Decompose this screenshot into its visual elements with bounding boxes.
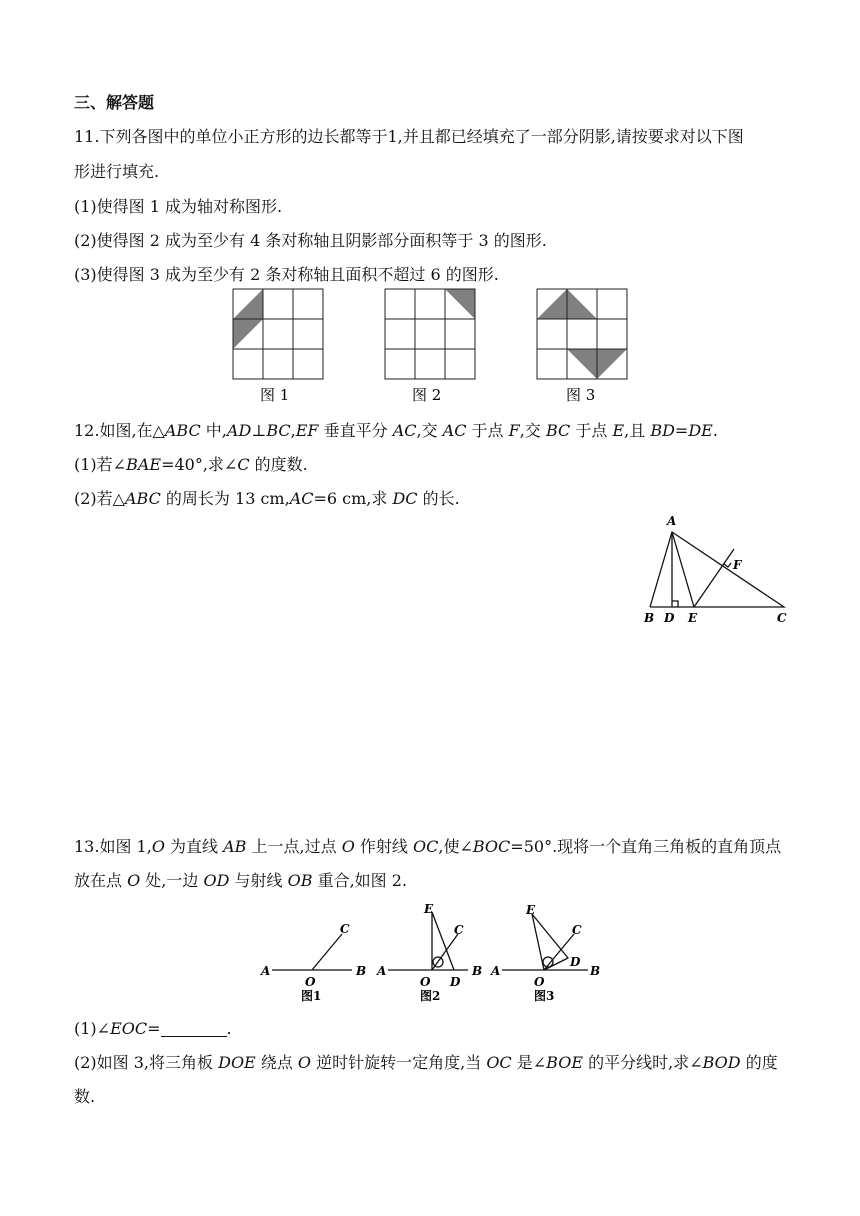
segment-ae: [672, 532, 694, 607]
triangle-abc: [650, 532, 784, 607]
label-a: A: [377, 964, 387, 978]
perpendicular-bisector-ef: [694, 549, 734, 607]
fig1-shaded-triangle-bottom: [233, 319, 263, 349]
q12-part-1: (1)若∠BAE=40°,求∠C 的度数.: [74, 455, 308, 474]
grid-figure-2: [384, 288, 478, 382]
q13-text-line-2: 放在点 O 处,一边 OD 与射线 OB 重合,如图 2.: [74, 871, 408, 890]
triangle-figure: [640, 512, 800, 628]
angle-fig3-caption: 图3: [534, 989, 555, 1003]
fig1-shaded-triangle-top: [233, 289, 263, 319]
label-e: E: [424, 902, 434, 916]
label-d: D: [664, 611, 675, 625]
grid-figure-1-caption: [260, 384, 300, 406]
label-c: C: [454, 923, 464, 937]
label-e: E: [688, 611, 698, 625]
grid-figure-3-caption: [566, 384, 606, 406]
label-a: A: [667, 514, 677, 528]
fig1-caption: 图 1: [260, 386, 290, 404]
angle-figure-2: [374, 900, 494, 1012]
fig3-caption: 图 3: [566, 386, 596, 404]
angle-fig1-caption: 图1: [301, 989, 322, 1003]
grid-figure-1: [232, 288, 326, 382]
label-o: O: [305, 975, 316, 989]
q12-text-line-1: 12.如图,在△ABC 中,AD⊥BC,EF 垂直平分 AC,交 AC 于点 F,交 BC 于点 E,且 BD=DE.: [74, 421, 718, 440]
answer-blank[interactable]: [161, 1020, 227, 1037]
label-c: C: [777, 611, 787, 625]
label-f: F: [733, 558, 742, 572]
angle-fig2-caption: 图2: [420, 989, 441, 1003]
angle-figure-1: [258, 912, 378, 1012]
label-c: C: [340, 922, 350, 936]
label-e: E: [526, 903, 536, 917]
label-b: B: [644, 611, 655, 625]
q13-part-2-line-2: 数.: [74, 1087, 96, 1106]
right-angle-mark-f: [724, 563, 731, 567]
triangle-board-doe: [532, 914, 568, 970]
label-o: O: [420, 975, 431, 989]
q11-part-3: (3)使得图 3 成为至少有 2 条对称轴且面积不超过 6 的图形.: [74, 265, 499, 284]
section-heading: 三、解答题: [74, 93, 155, 112]
q13-part-1: (1)∠EOC= .: [74, 1019, 232, 1038]
q11-text-line-1: 11.下列各图中的单位小正方形的边长都等于1,并且都已经填充了一部分阴影,请按要求对以下图: [74, 127, 744, 146]
label-b: B: [472, 964, 483, 978]
q11-text-line-2: 形进行填充.: [74, 162, 160, 181]
label-d: D: [570, 955, 581, 969]
ray-oc: [432, 934, 458, 970]
label-b: B: [356, 964, 367, 978]
ray-oc: [312, 934, 342, 970]
q13-text-line-1: 13.如图 1,O 为直线 AB 上一点,过点 O 作射线 OC,使∠BOC=50°.现将一个直角三角板的直角顶点: [74, 837, 782, 856]
label-a: A: [491, 964, 501, 978]
angle-figure-3: [488, 900, 608, 1012]
label-c: C: [572, 923, 582, 937]
label-a: A: [261, 964, 271, 978]
fig3-grid-lines: [537, 289, 627, 379]
q11-part-1: (1)使得图 1 成为轴对称图形.: [74, 197, 283, 216]
label-b: B: [590, 964, 601, 978]
q12-part-2: (2)若△ABC 的周长为 13 cm,AC=6 cm,求 DC 的长.: [74, 489, 460, 508]
q11-part-2: (2)使得图 2 成为至少有 4 条对称轴且阴影部分面积等于 3 的图形.: [74, 231, 547, 250]
grid-figure-3: [536, 288, 630, 382]
label-o: O: [534, 975, 545, 989]
label-d: D: [450, 975, 461, 989]
q13-part-2-line-1: (2)如图 3,将三角板 DOE 绕点 O 逆时针旋转一定角度,当 OC 是∠BOE 的平分线时,求∠BOD 的度: [74, 1053, 778, 1072]
fig2-caption: 图 2: [412, 386, 442, 404]
grid-figure-2-caption: [412, 384, 452, 406]
right-angle-mark-d: [672, 601, 678, 607]
fig2-shaded-triangle: [445, 289, 475, 319]
